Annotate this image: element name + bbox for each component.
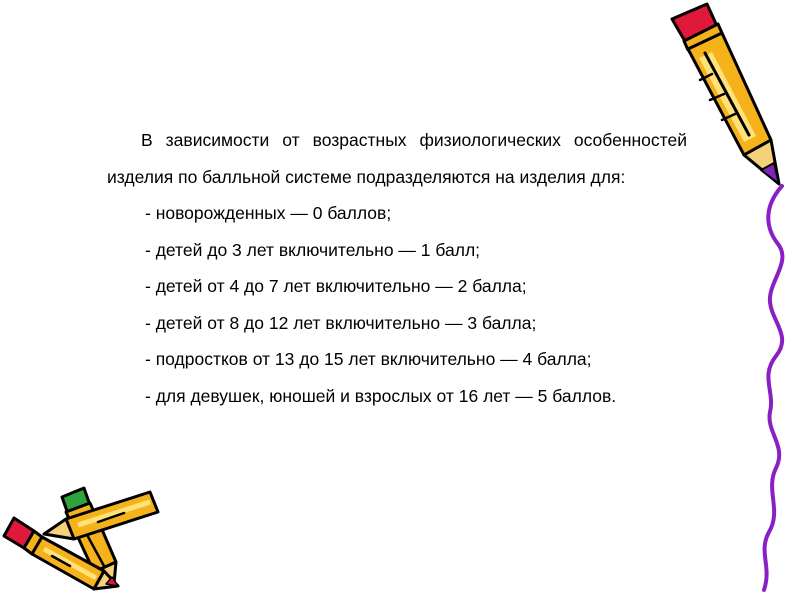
list-item: - детей от 4 до 7 лет включительно — 2 балла;	[145, 276, 527, 296]
crossed-pencils-icon	[4, 488, 158, 589]
intro-paragraph: В зависимости от возрастных физиологических особенностей изделия по балльной системе подразделяются на изделия для:	[107, 130, 687, 187]
list-item: - детей до 3 лет включительно — 1 балл;	[145, 239, 481, 260]
list-item: - для девушек, юношей и взрослых от 16 лет — 5 баллов.	[145, 385, 617, 406]
list-item: - детей от 8 до 12 лет включительно — 3 балла;	[145, 312, 537, 333]
squiggle-line	[764, 186, 782, 590]
text-block	[107, 122, 687, 414]
pencil-icon	[672, 4, 779, 184]
age-category-list	[107, 195, 687, 414]
list-item: - новорожденных — 0 баллов;	[145, 203, 392, 223]
list-item: - подростков от 13 до 15 лет включительно — 4 балла;	[145, 349, 592, 369]
